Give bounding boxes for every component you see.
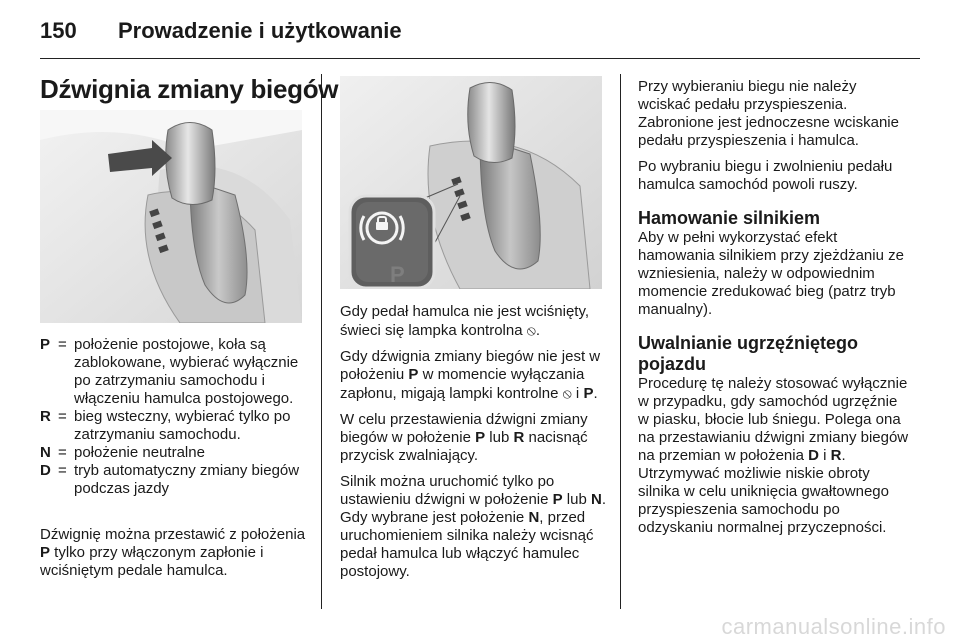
paragraph: Po wybraniu biegu i zwolnieniu pedału hamulca samochód powoli ruszy. [638,158,893,193]
gear-lever-brake-lamp-figure [340,76,602,289]
definition-equals: = [58,462,67,479]
gear-lever-illustration [40,110,302,323]
paragraph: Dźwignię można przestawić z położenia P tylko przy włączonym zapłonie i wciśniętym pedale hamulca. [40,526,306,579]
brake-lamp-symbol-icon: ⦸ [562,385,572,401]
definition-row-p [40,336,305,408]
definition-row-d [40,462,305,498]
brake-warning-lamp-inset [350,196,434,288]
definition-row-r [40,408,305,444]
paragraph: Silnik można uruchomić tylko po ustawieniu dźwigni w położenie P lub N. Gdy wybrane jest położenie N, przed uruchomieniem silnika należy wcisnąć pedał hamulca lub włączyć hamulec postojowy. [340,473,607,580]
definition-value: położenie neutralne [74,444,205,461]
svg-text:P: P [390,262,405,287]
definition-row-n [40,444,305,462]
definition-key: R [40,408,51,425]
column-2-text [340,303,608,589]
watermark: carmanualsonline.info [721,614,946,639]
definition-equals: = [58,408,67,425]
column-1-text [40,526,310,588]
paragraph: Gdy dźwignia zmiany biegów nie jest w położeniu P w momencie wyłączania zapłonu, migają lampki kontrolne ⦸ i P. [340,348,601,402]
paragraph: W celu przestawienia dźwigni zmiany biegów w położenie P lub R nacisnąć przycisk zwalniający. [340,411,588,464]
definition-equals: = [58,336,67,353]
paragraph: Przy wybieraniu biegu nie należy wciskać pedału przyspieszenia. Zabronione jest jednoczesne wciskanie pedału przyspieszenia i hamulca. [638,78,899,149]
column-divider [321,74,322,609]
definition-key: N [40,444,51,461]
gear-lever-figure [40,110,302,323]
column-divider [620,74,621,609]
column-3-text [638,78,910,545]
section-title: Dźwignia zmiany biegów [40,74,339,104]
gear-lever-inset-illustration [340,76,602,289]
running-title: Prowadzenie i użytkowanie [118,18,402,43]
definition-value: bieg wsteczny, wybierać tylko po zatrzymaniu samochodu. [74,408,291,443]
paragraph: Procedurę tę należy stosować wyłącznie w przypadku, gdy samochód ugrzęźnie w piasku, błocie lub śniegu. Polega ona na przestawianiu dźwigni zmiany biegów na przemian w położenia D i R. Utrzymywać możliwie niskie obroty silnika w celu uniknięcia gwałtownego przyspieszenia samochodu po odzyskaniu normalnej przyczepności. [638,375,909,536]
page-number: 150 [40,18,77,43]
brake-lamp-symbol-icon: ⦸ [526,322,536,338]
definition-value: tryb automatyczny zmiany biegów podczas jazdy [74,462,300,497]
definition-key: D [40,462,51,479]
page-header [40,14,920,50]
subheading-engine-braking: Hamowanie silnikiem [638,208,821,228]
definition-key: P [40,336,51,353]
paragraph: Gdy pedał hamulca nie jest wciśnięty, świeci się lampka kontrolna ⦸. [340,303,590,339]
subheading-rocking-vehicle: Uwalnianie ugrzęźniętego pojazdu [638,333,859,374]
definition-value: położenie postojowe, koła są zablokowane, wybierać wyłącznie po zatrzymaniu samochodu i włączeniu hamulca postojowego. [74,336,299,407]
gear-positions-list [40,336,305,498]
paragraph: Aby w pełni wykorzystać efekt hamowania silnikiem przy zjeżdżaniu ze wzniesienia, należy w odpowiednim momencie zredukować bieg (patrz tryb manualny). [638,229,904,318]
definition-equals: = [58,444,67,461]
header-rule [40,58,920,59]
